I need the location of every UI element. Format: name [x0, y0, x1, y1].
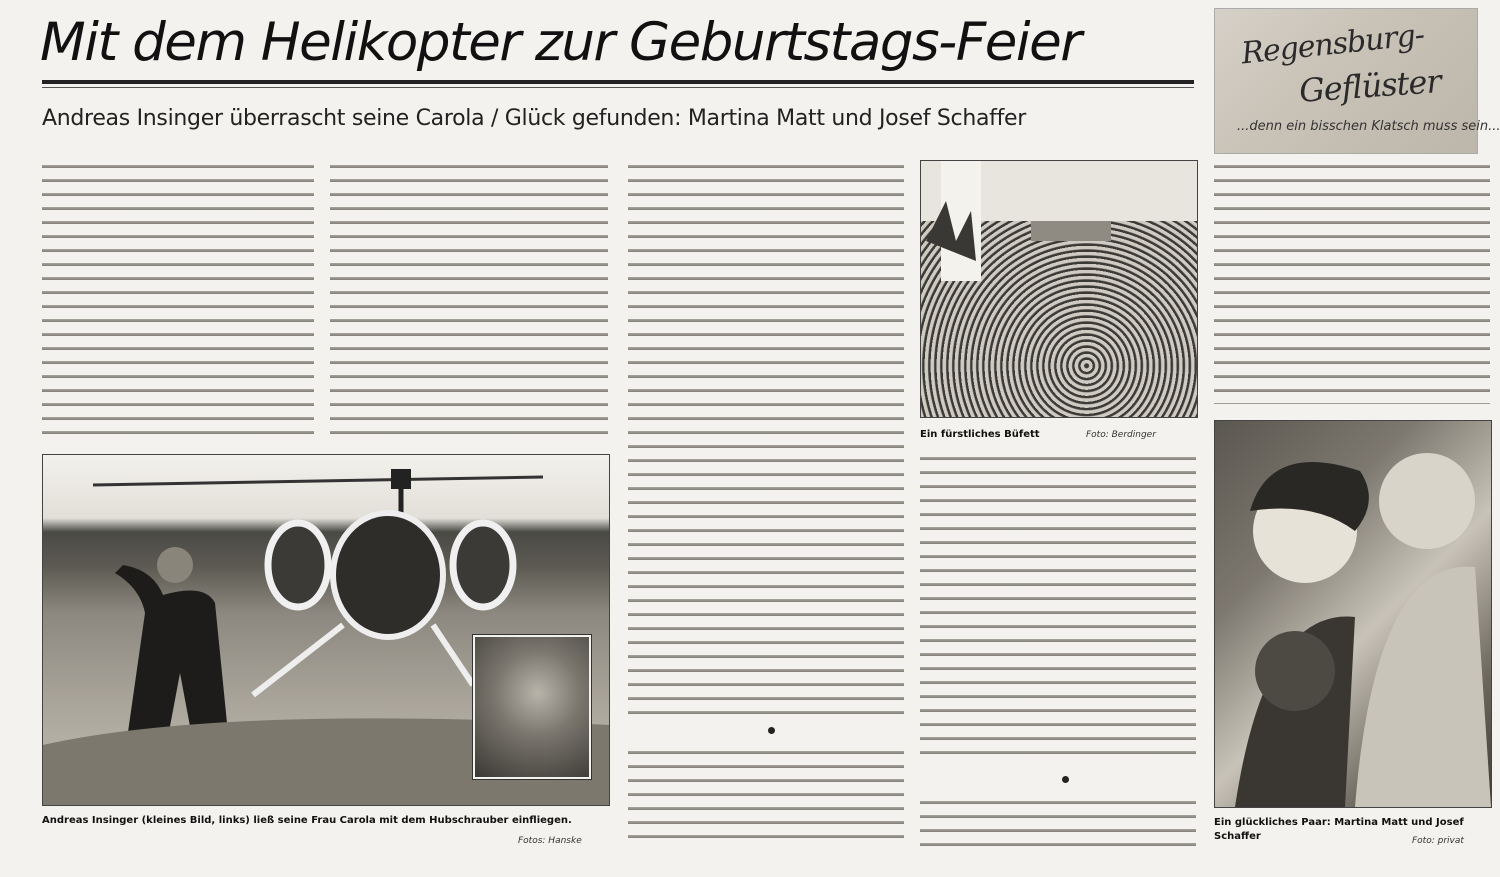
subheadline: Andreas Insinger überrascht seine Carola / Glück gefunden: Martina Matt und Josef Schaffer: [42, 106, 1027, 131]
helicopter-photo-credit: Fotos: Hanske: [518, 836, 582, 846]
headline-rule-thin: [42, 87, 1194, 88]
inset-photo-couple: [473, 635, 591, 779]
buffet-photo-caption: Ein fürstliches Büfett: [920, 429, 1040, 440]
article-column-4-continued: [920, 796, 1196, 848]
article-column-3-continued: [628, 746, 904, 846]
section-divider-bullet: [1062, 776, 1069, 783]
column-logo-line1: Regensburg-: [1239, 17, 1426, 72]
headline: Mit dem Helikopter zur Geburtstags-Feier: [40, 12, 1081, 73]
column-logo: [1214, 8, 1500, 154]
column-logo-tagline: ...denn ein bisschen Klatsch muss sein...: [1237, 119, 1500, 134]
helicopter-photo: [42, 454, 610, 806]
couple-photo-caption: Ein glückliches Paar: Martina Matt und Josef Schaffer: [1214, 817, 1464, 842]
helicopter-photo-caption: Andreas Insinger (kleines Bild, links) ließ seine Frau Carola mit dem Hubschrauber einfliegen.: [42, 815, 572, 826]
article-column-4: [920, 452, 1196, 760]
article-column-3: [628, 160, 904, 724]
couple-photo-credit: Foto: privat: [1412, 836, 1464, 846]
article-column-1: [42, 160, 314, 436]
couple-illustration: [1215, 421, 1491, 807]
article-column-5: [1214, 160, 1490, 404]
buffet-illustration: [921, 161, 1197, 417]
buffet-photo-credit: Foto: Berdinger: [1086, 430, 1156, 440]
article-column-2: [330, 160, 608, 436]
section-divider-bullet: [768, 727, 775, 734]
couple-photo: [1214, 420, 1492, 808]
column-logo-line2: Geflüster: [1297, 62, 1442, 110]
buffet-photo: [920, 160, 1198, 418]
headline-rule: [42, 80, 1194, 84]
